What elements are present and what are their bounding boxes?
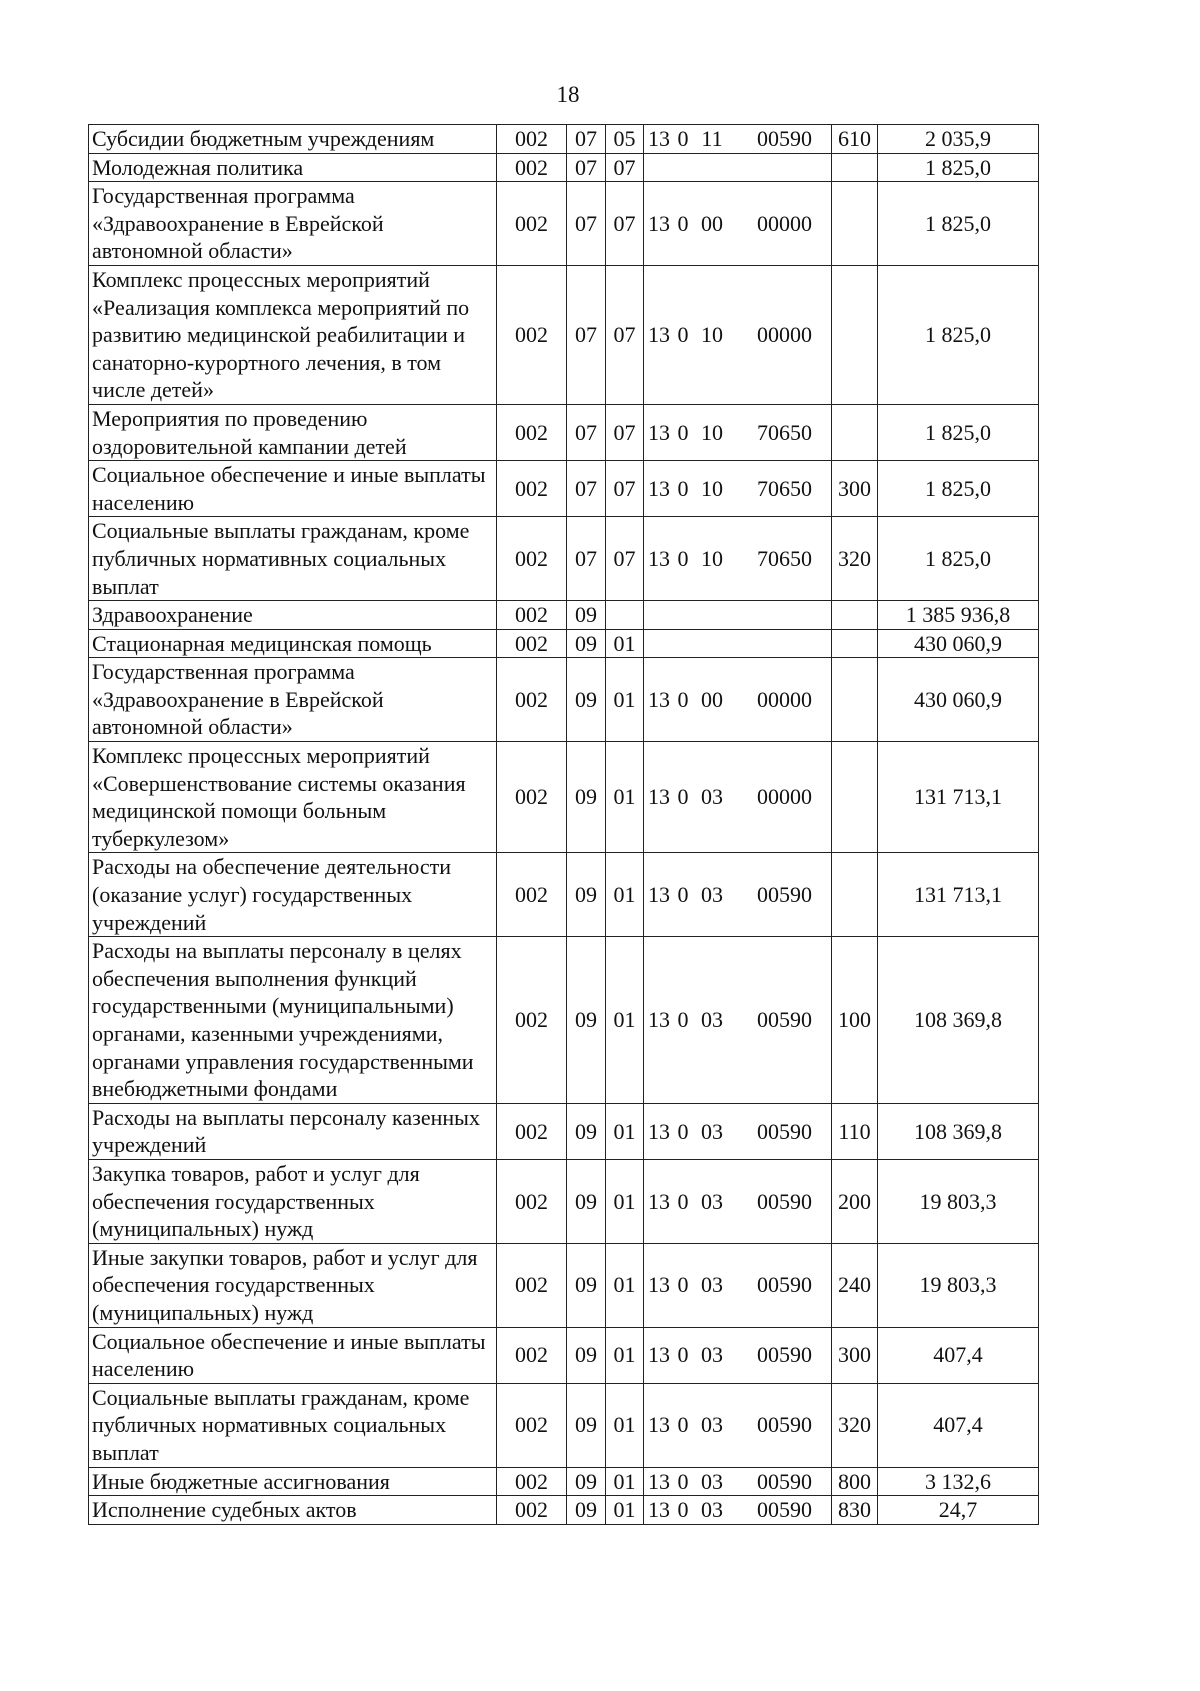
expense-type-cell [832,629,878,658]
expense-type-cell: 610 [832,125,878,154]
amount-cell: 430 060,9 [878,658,1039,742]
subprogram-code: 0 [677,126,689,151]
amount-cell: 1 385 936,8 [878,601,1039,630]
measure-code: 11 [701,126,723,151]
subsection-code-cell: 01 [606,1243,644,1327]
expense-type-cell: 300 [832,461,878,517]
measure-code: 03 [701,1272,723,1298]
target-article-cell [644,1159,832,1243]
direction-code: 00590 [757,1188,812,1214]
table-row [89,1383,1039,1467]
section-code-cell: 09 [567,601,606,630]
amount-cell: 2 035,9 [878,125,1039,154]
expense-name-cell: Субсидии бюджетным учреждениям [89,125,497,154]
expense-name-cell: Социальное обеспечение и иные выплаты населению [89,461,497,517]
subsection-code-cell: 01 [606,937,644,1104]
table-row [89,265,1039,404]
measure-code: 03 [701,1497,723,1523]
amount-cell: 19 803,3 [878,1243,1039,1327]
program-code: 13 [648,1468,670,1494]
target-article-cell [644,629,832,658]
target-article-cell [644,1243,832,1327]
section-code-cell: 09 [567,853,606,937]
expense-name-cell: Социальные выплаты гражданам, кроме публичных нормативных социальных выплат [89,1383,497,1467]
table-row [89,1496,1039,1525]
ministry-code-cell: 002 [497,629,567,658]
table-row [89,742,1039,853]
program-code: 13 [648,1497,670,1523]
subsection-code-cell: 01 [606,1467,644,1496]
ministry-code-cell: 002 [497,937,567,1104]
expense-type-cell [832,404,878,460]
measure-code: 03 [701,1118,723,1144]
target-article-cell [644,742,832,853]
section-code-cell: 09 [567,1467,606,1496]
expense-name-cell: Комплекс процессных мероприятий «Совершенствование системы оказания медицинской помощи больным туберкулезом» [89,742,497,853]
section-code-cell: 09 [567,1159,606,1243]
section-code-cell: 07 [567,125,606,154]
subprogram-code: 0 [677,686,689,712]
section-code-cell: 07 [567,153,606,182]
expense-name-cell: Государственная программа «Здравоохранение в Еврейской автономной области» [89,658,497,742]
target-article-cell [644,658,832,742]
expense-name-cell: Расходы на выплаты персоналу в целях обеспечения выполнения функций государственными (муниципальными) органами, казенными учреждениями, органами управления государственными внебюджетными фондами [89,937,497,1104]
direction-code: 00000 [757,210,812,236]
program-code: 13 [648,419,670,445]
expense-name-cell: Расходы на выплаты персоналу казенных учреждений [89,1103,497,1159]
ministry-code-cell: 002 [497,404,567,460]
direction-code: 00590 [757,1118,812,1144]
subprogram-code: 0 [677,1342,689,1368]
direction-code: 00590 [757,882,812,908]
ministry-code-cell: 002 [497,1327,567,1383]
expense-type-cell: 300 [832,1327,878,1383]
amount-cell: 131 713,1 [878,742,1039,853]
ministry-code-cell: 002 [497,461,567,517]
measure-code: 03 [701,1468,723,1494]
target-article-cell [644,125,832,154]
subsection-code-cell: 07 [606,265,644,404]
subsection-code-cell: 07 [606,461,644,517]
table-row [89,1467,1039,1496]
subprogram-code: 0 [677,1412,689,1438]
expense-name-cell: Иные бюджетные ассигнования [89,1467,497,1496]
subsection-code-cell: 01 [606,853,644,937]
ministry-code-cell: 002 [497,125,567,154]
target-article-cell [644,853,832,937]
program-code: 13 [648,126,670,151]
target-article-cell [644,1467,832,1496]
expense-type-cell [832,265,878,404]
table-row [89,1103,1039,1159]
expense-type-cell [832,601,878,630]
expense-type-cell: 830 [832,1496,878,1525]
program-code: 13 [648,545,670,571]
subsection-code-cell: 07 [606,404,644,460]
table-row [89,853,1039,937]
ministry-code-cell: 002 [497,853,567,937]
measure-code: 03 [701,1342,723,1368]
subprogram-code: 0 [677,475,689,501]
direction-code: 70650 [757,419,812,445]
expense-name-cell: Государственная программа «Здравоохранение в Еврейской автономной области» [89,182,497,266]
program-code: 13 [648,1188,670,1214]
subsection-code-cell: 01 [606,742,644,853]
expense-type-cell: 100 [832,937,878,1104]
subsection-code-cell: 01 [606,1159,644,1243]
ministry-code-cell: 002 [497,1243,567,1327]
ministry-code-cell: 002 [497,182,567,266]
program-code: 13 [648,1118,670,1144]
measure-code: 00 [701,210,723,236]
amount-cell: 1 825,0 [878,153,1039,182]
expense-name-cell: Стационарная медицинская помощь [89,629,497,658]
measure-code: 03 [701,1412,723,1438]
program-code: 13 [648,784,670,810]
expense-name-cell: Комплекс процессных мероприятий «Реализация комплекса мероприятий по развитию медицинской реабилитации и санаторно-курортного лечения, в том числе детей» [89,265,497,404]
measure-code: 00 [701,686,723,712]
expense-type-cell [832,153,878,182]
section-code-cell: 07 [567,265,606,404]
amount-cell: 407,4 [878,1327,1039,1383]
target-article-cell [644,937,832,1104]
direction-code: 70650 [757,475,812,501]
subprogram-code: 0 [677,545,689,571]
target-article-cell [644,601,832,630]
direction-code: 00590 [757,1412,812,1438]
ministry-code-cell: 002 [497,1159,567,1243]
subprogram-code: 0 [677,210,689,236]
direction-code: 70650 [757,545,812,571]
ministry-code-cell: 002 [497,153,567,182]
expense-type-cell: 320 [832,1383,878,1467]
budget-table [88,124,1039,1525]
program-code: 13 [648,1007,670,1033]
expense-type-cell: 200 [832,1159,878,1243]
amount-cell: 1 825,0 [878,517,1039,601]
direction-code: 00590 [757,1007,812,1033]
section-code-cell: 07 [567,182,606,266]
direction-code: 00000 [757,322,812,348]
direction-code: 00590 [757,1468,812,1494]
ministry-code-cell: 002 [497,742,567,853]
subprogram-code: 0 [677,1497,689,1523]
amount-cell: 108 369,8 [878,937,1039,1104]
measure-code: 10 [701,475,723,501]
direction-code: 00000 [757,784,812,810]
measure-code: 03 [701,1007,723,1033]
ministry-code-cell: 002 [497,1496,567,1525]
subprogram-code: 0 [677,784,689,810]
target-article-cell [644,1383,832,1467]
target-article-cell [644,404,832,460]
direction-code: 00590 [757,1497,812,1523]
amount-cell: 1 825,0 [878,404,1039,460]
target-article-cell [644,1327,832,1383]
subprogram-code: 0 [677,1118,689,1144]
table-row [89,1243,1039,1327]
section-code-cell: 09 [567,1103,606,1159]
table-body [89,125,1039,1525]
amount-cell: 131 713,1 [878,853,1039,937]
expense-name-cell: Здравоохранение [89,601,497,630]
table-row [89,658,1039,742]
section-code-cell: 07 [567,404,606,460]
section-code-cell: 09 [567,1383,606,1467]
subprogram-code: 0 [677,1272,689,1298]
subsection-code-cell: 01 [606,658,644,742]
ministry-code-cell: 002 [497,517,567,601]
table-row [89,182,1039,266]
section-code-cell: 09 [567,742,606,853]
section-code-cell: 09 [567,937,606,1104]
section-code-cell: 07 [567,517,606,601]
expense-name-cell: Иные закупки товаров, работ и услуг для обеспечения государственных (муниципальных) нужд [89,1243,497,1327]
subprogram-code: 0 [677,322,689,348]
program-code: 13 [648,1412,670,1438]
section-code-cell: 09 [567,1243,606,1327]
amount-cell: 3 132,6 [878,1467,1039,1496]
expense-name-cell: Социальные выплаты гражданам, кроме публичных нормативных социальных выплат [89,517,497,601]
section-code-cell: 09 [567,658,606,742]
program-code: 13 [648,686,670,712]
direction-code: 00590 [757,1342,812,1368]
amount-cell: 430 060,9 [878,629,1039,658]
ministry-code-cell: 002 [497,1467,567,1496]
expense-name-cell: Мероприятия по проведению оздоровительной кампании детей [89,404,497,460]
expense-type-cell [832,742,878,853]
amount-cell: 407,4 [878,1383,1039,1467]
subsection-code-cell: 01 [606,1383,644,1467]
ministry-code-cell: 002 [497,265,567,404]
amount-cell: 1 825,0 [878,265,1039,404]
target-article-cell [644,461,832,517]
ministry-code-cell: 002 [497,658,567,742]
target-article-cell [644,153,832,182]
amount-cell: 24,7 [878,1496,1039,1525]
expense-type-cell [832,658,878,742]
amount-cell: 108 369,8 [878,1103,1039,1159]
target-article-cell [644,517,832,601]
subsection-code-cell: 07 [606,153,644,182]
direction-code: 00590 [757,1272,812,1298]
program-code: 13 [648,475,670,501]
measure-code: 03 [701,882,723,908]
target-article-cell [644,1496,832,1525]
subsection-code-cell [606,601,644,630]
target-article-cell [644,265,832,404]
subsection-code-cell: 01 [606,1496,644,1525]
section-code-cell: 09 [567,1496,606,1525]
section-code-cell: 09 [567,629,606,658]
expense-name-cell: Исполнение судебных актов [89,1496,497,1525]
ministry-code-cell: 002 [497,1103,567,1159]
subprogram-code: 0 [677,1468,689,1494]
expense-type-cell: 240 [832,1243,878,1327]
table-row [89,629,1039,658]
subsection-code-cell: 07 [606,182,644,266]
table-row [89,601,1039,630]
subsection-code-cell: 01 [606,1103,644,1159]
subprogram-code: 0 [677,1188,689,1214]
target-article-cell [644,1103,832,1159]
program-code: 13 [648,210,670,236]
table-row [89,937,1039,1104]
program-code: 13 [648,882,670,908]
direction-code: 00590 [757,126,812,151]
table-row [89,125,1039,154]
expense-type-cell: 110 [832,1103,878,1159]
subsection-code-cell: 01 [606,629,644,658]
measure-code: 10 [701,322,723,348]
table-row [89,404,1039,460]
table-row [89,1159,1039,1243]
measure-code: 03 [701,1188,723,1214]
subprogram-code: 0 [677,419,689,445]
subprogram-code: 0 [677,882,689,908]
table-row [89,1327,1039,1383]
program-code: 13 [648,322,670,348]
table-row [89,517,1039,601]
subsection-code-cell: 05 [606,125,644,154]
section-code-cell: 07 [567,461,606,517]
measure-code: 10 [701,545,723,571]
measure-code: 03 [701,784,723,810]
amount-cell: 1 825,0 [878,461,1039,517]
ministry-code-cell: 002 [497,601,567,630]
program-code: 13 [648,1272,670,1298]
target-article-cell [644,182,832,266]
expense-type-cell [832,182,878,266]
direction-code: 00000 [757,686,812,712]
table-row [89,153,1039,182]
program-code: 13 [648,1342,670,1368]
expense-name-cell: Молодежная политика [89,153,497,182]
expense-type-cell: 800 [832,1467,878,1496]
measure-code: 10 [701,419,723,445]
ministry-code-cell: 002 [497,1383,567,1467]
expense-type-cell [832,853,878,937]
amount-cell: 1 825,0 [878,182,1039,266]
subsection-code-cell: 07 [606,517,644,601]
expense-name-cell: Расходы на обеспечение деятельности (оказание услуг) государственных учреждений [89,853,497,937]
table-row [89,461,1039,517]
expense-name-cell: Социальное обеспечение и иные выплаты населению [89,1327,497,1383]
amount-cell: 19 803,3 [878,1159,1039,1243]
section-code-cell: 09 [567,1327,606,1383]
subprogram-code: 0 [677,1007,689,1033]
expense-type-cell: 320 [832,517,878,601]
subsection-code-cell: 01 [606,1327,644,1383]
expense-name-cell: Закупка товаров, работ и услуг для обеспечения государственных (муниципальных) нужд [89,1159,497,1243]
page-number: 18 [556,82,580,107]
